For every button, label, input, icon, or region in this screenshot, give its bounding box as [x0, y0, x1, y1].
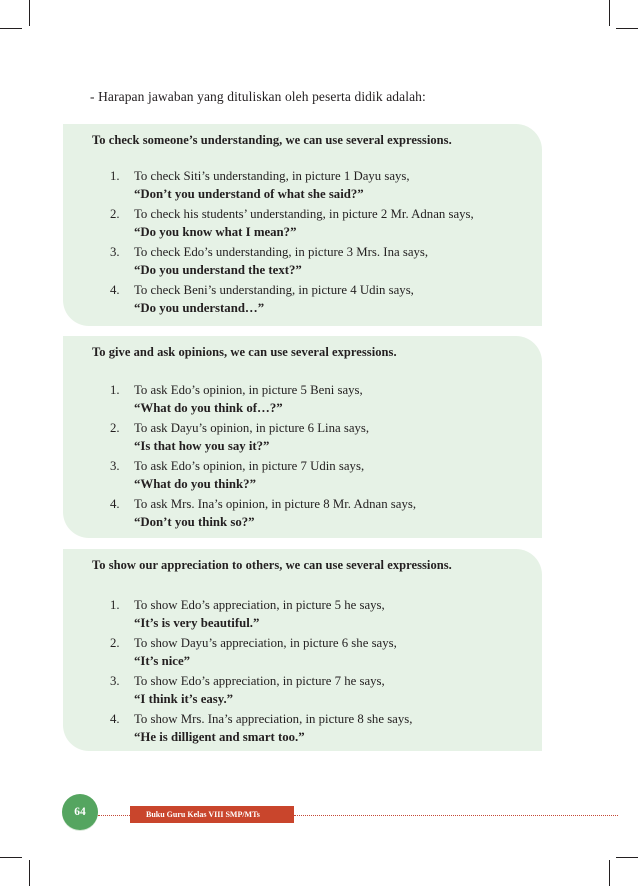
item-number: 3. — [110, 459, 120, 473]
crop-mark — [609, 0, 610, 26]
crop-mark — [29, 860, 30, 886]
crop-mark — [616, 857, 638, 858]
item-quote: “It’s nice” — [134, 654, 191, 668]
crop-mark — [0, 28, 22, 29]
item-text: To check Beni’s understanding, in picture 4 Udin says, — [134, 283, 414, 297]
item-quote: “Do you understand…” — [134, 301, 265, 315]
item-text: To show Mrs. Ina’s appreciation, in picture 8 she says, — [134, 712, 413, 726]
crop-mark — [609, 860, 610, 886]
item-number: 4. — [110, 497, 120, 511]
item-quote: “Do you know what I mean?” — [134, 225, 297, 239]
item-quote: “Don’t you think so?” — [134, 515, 255, 529]
section-title: To give and ask opinions, we can use several expressions. — [92, 345, 397, 359]
item-number: 4. — [110, 712, 120, 726]
item-text: To ask Edo’s opinion, in picture 5 Beni says, — [134, 383, 363, 397]
item-text: To show Edo’s appreciation, in picture 7 he says, — [134, 674, 385, 688]
item-text: To ask Mrs. Ina’s opinion, in picture 8 Mr. Adnan says, — [134, 497, 417, 511]
crop-mark — [29, 0, 30, 26]
item-quote: “He is dilligent and smart too.” — [134, 730, 305, 744]
item-quote: “What do you think?” — [134, 477, 256, 491]
footer-dotted-line — [294, 815, 618, 816]
item-text: To check Edo’s understanding, in picture 3 Mrs. Ina says, — [134, 245, 429, 259]
item-quote: “I think it’s easy.” — [134, 692, 234, 706]
section-title: To show our appreciation to others, we can use several expressions. — [92, 558, 452, 572]
item-quote: “Do you understand the text?” — [134, 263, 302, 277]
footer-dotted-line — [98, 815, 130, 816]
item-quote: “Don’t you understand of what she said?” — [134, 187, 364, 201]
section-title: To check someone’s understanding, we can use several expressions. — [92, 133, 452, 147]
item-quote: “What do you think of…?” — [134, 401, 283, 415]
page-number: 64 — [62, 794, 98, 830]
item-quote: “It’s is very beautiful.” — [134, 616, 260, 630]
crop-mark — [616, 28, 638, 29]
item-number: 4. — [110, 283, 120, 297]
section-box-appreciation — [63, 549, 542, 751]
item-text: To check Siti’s understanding, in picture 1 Dayu says, — [134, 169, 410, 183]
item-number: 1. — [110, 383, 120, 397]
item-number: 3. — [110, 674, 120, 688]
item-text: To ask Dayu’s opinion, in picture 6 Lina says, — [134, 421, 370, 435]
item-text: To ask Edo’s opinion, in picture 7 Udin says, — [134, 459, 365, 473]
item-number: 1. — [110, 598, 120, 612]
item-text: To check his students’ understanding, in picture 2 Mr. Adnan says, — [134, 207, 474, 221]
section-box-understanding — [63, 124, 542, 326]
item-number: 3. — [110, 245, 120, 259]
item-text: To show Edo’s appreciation, in picture 5 he says, — [134, 598, 385, 612]
item-number: 2. — [110, 207, 120, 221]
section-box-opinions — [63, 336, 542, 538]
item-number: 1. — [110, 169, 120, 183]
item-number: 2. — [110, 421, 120, 435]
intro-text: - Harapan jawaban yang dituliskan oleh peserta didik adalah: — [90, 89, 426, 104]
book-title-tag: Buku Guru Kelas VIII SMP/MTs — [130, 806, 294, 823]
item-text: To show Dayu’s appreciation, in picture 6 she says, — [134, 636, 397, 650]
item-number: 2. — [110, 636, 120, 650]
item-quote: “Is that how you say it?” — [134, 439, 270, 453]
crop-mark — [0, 857, 22, 858]
